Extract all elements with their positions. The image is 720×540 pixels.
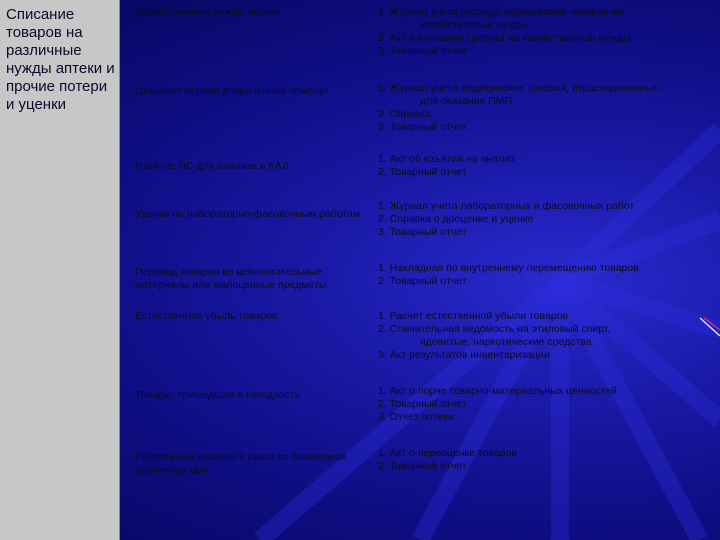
left-title-cell [0, 0, 120, 540]
document-list [378, 153, 718, 179]
document-list [378, 310, 718, 362]
category-label: Естественная убыль товаров [135, 310, 278, 322]
document-item: 2. Товарный отчет [378, 275, 467, 287]
document-item: 2. Акт о списании средств на хозяйственные нужды [378, 32, 631, 44]
document-item: 2. Товарный отчет [378, 166, 467, 178]
category-label: Хозяйственные нужды аптеки [135, 6, 281, 18]
document-item: 3. Товарный отчет [378, 45, 467, 57]
document-item: 1. Акт об изъятии на анализ [378, 153, 515, 165]
document-item: 3. Отчет аптеки [378, 411, 454, 423]
document-item: 2. Сличительная ведомость на этиловый спирт, [378, 323, 611, 335]
document-item: 1. Журнал учета медицинских товаров, израсходованных [378, 82, 658, 94]
document-list [378, 447, 718, 473]
document-item: 3. Товарный отчет [378, 226, 467, 238]
document-item: 1. Акт о порче товарно-материальных ценностей [378, 385, 617, 397]
document-item: 1. Журнал учета расхода медицинских товаров на [378, 6, 624, 18]
document-item-continuation: хозяйственные нужды [420, 19, 529, 31]
category-label: Уценки по лабораторно-фасовочным работам [135, 208, 361, 220]
slide-title: Списание товаров на различные нужды аптеки и прочие потери и уценки [6, 6, 115, 113]
document-list [378, 262, 718, 288]
document-item: 1. Расчет естественной убыли товаров [378, 310, 569, 322]
document-item-continuation: для оказания ПМП [420, 95, 513, 107]
document-list [378, 200, 718, 239]
document-item: 2. Справка [378, 108, 431, 120]
document-item: 1. Журнал учета лабораторных и фасовочных работ [378, 200, 635, 212]
category-label: Перевод товаров во вспомогательные материалы или малоценные предметы [135, 266, 327, 291]
document-item: 1. Накладная по внутреннему перемещению товаров [378, 262, 639, 274]
document-list [378, 6, 718, 58]
document-item: 3. Товарный отчет [378, 121, 467, 133]
document-item: 2. Товарный отчет [378, 460, 467, 472]
document-item: 2. Товарный отчет [378, 398, 467, 410]
document-item-continuation: ядовитые, наркотические средства [420, 336, 592, 348]
document-list [378, 82, 718, 134]
document-item: 3. Акт результатов инвентаризации [378, 349, 550, 361]
document-item: 2. Справка о дооценке и уценке [378, 213, 534, 225]
document-item: 1. Акт о переоценке товаров [378, 447, 518, 459]
category-label: Товары, пришедшие в негодность [135, 389, 301, 401]
document-list [378, 385, 718, 424]
category-label: Переоценка товаров в связи со снижением розничных цен [135, 451, 347, 476]
category-label: Оказание первой доврачебной помощи [135, 85, 328, 97]
category-label: Изъятие ЛС для анализа в КАЛ [135, 160, 289, 172]
